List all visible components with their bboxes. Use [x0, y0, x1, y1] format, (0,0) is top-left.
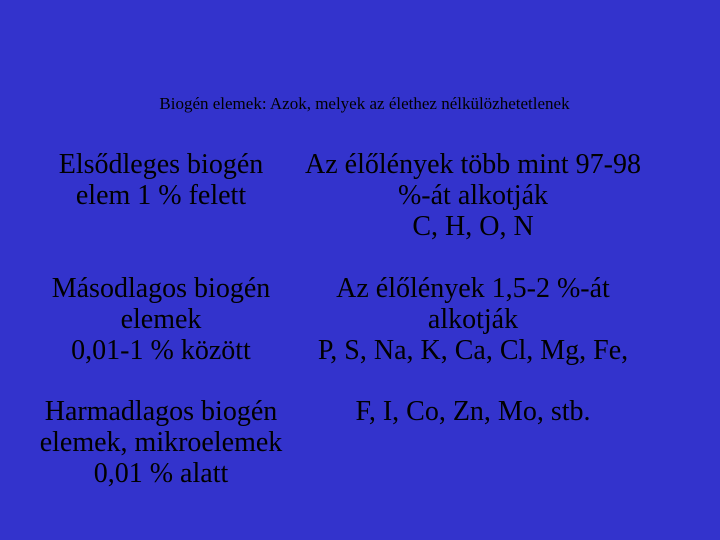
row3-left-line1: Harmadlagos biogén	[44, 396, 278, 427]
row2-right-line3: P, S, Na, K, Ca, Cl, Mg, Fe,	[317, 335, 629, 366]
row2-left-line2: elemek	[120, 304, 202, 335]
row3-right-cell	[298, 396, 648, 427]
row1-left-cell	[20, 149, 302, 211]
row1-right-cell	[298, 149, 648, 242]
slide-subtitle: Biogén elemek: Azok, melyek az élethez nélkülözhetetlenek	[159, 94, 570, 113]
row2-right-cell	[298, 273, 648, 366]
row1-right-line2: %-át alkotják	[397, 180, 549, 211]
row2-left-line3: 0,01-1 % között	[71, 335, 251, 366]
row2-right-line2: alkotják	[427, 304, 519, 335]
row2-left-line1: Másodlagos biogén	[51, 273, 271, 304]
row1-right-line1: Az élőlények több mint 97-98	[305, 149, 641, 180]
row3-left-cell	[20, 396, 302, 489]
row3-left-line2: elemek, mikroelemek	[39, 427, 283, 458]
row2-left-cell	[20, 273, 302, 366]
row3-right-line1: F, I, Co, Zn, Mo, stb.	[355, 396, 591, 427]
row1-left-line2: elem 1 % felett	[75, 180, 247, 211]
row3-left-line3: 0,01 % alatt	[93, 458, 229, 489]
row1-left-line1: Elsődleges biogén	[58, 149, 264, 180]
row2-right-line1: Az élőlények 1,5-2 %-át	[336, 273, 610, 304]
row1-right-line3: C, H, O, N	[412, 211, 534, 242]
